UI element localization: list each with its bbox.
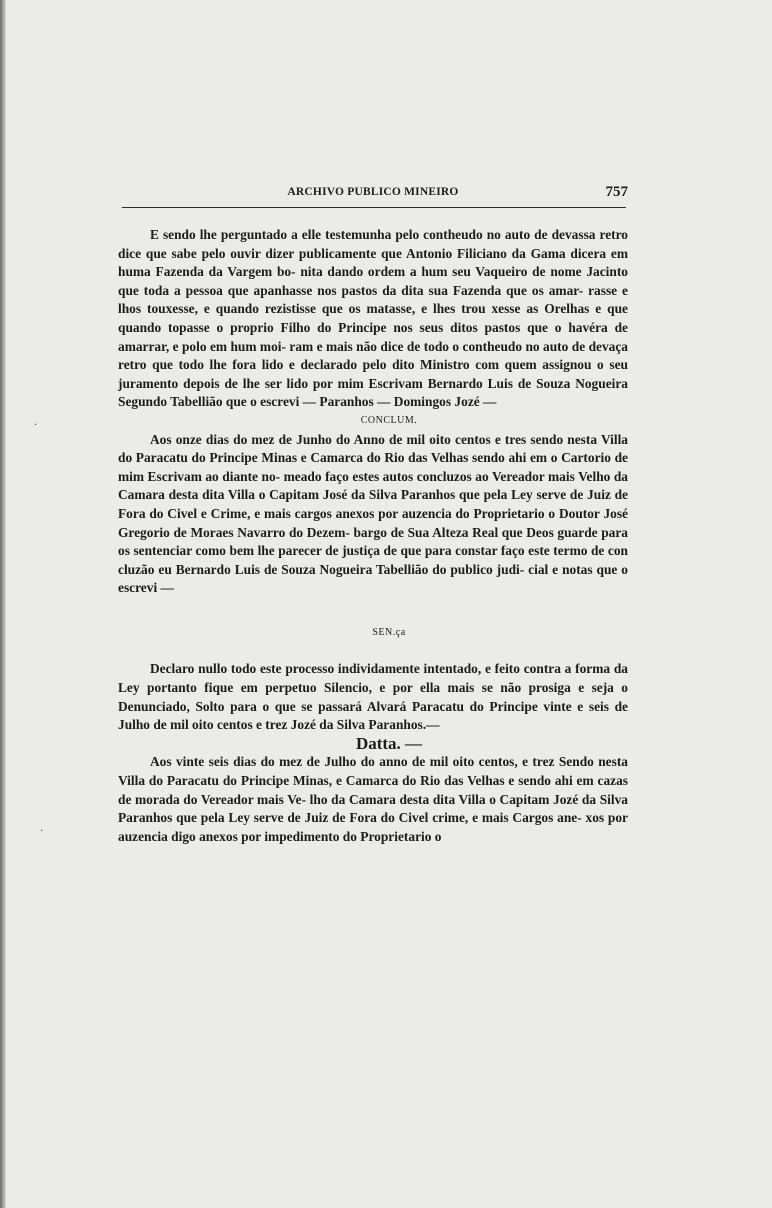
- margin-tick: ·: [34, 420, 38, 431]
- margin-tick: ·: [40, 826, 44, 837]
- conclusion-paragraph: Aos onze dias do mez de Junho do Anno de mil oito centos e tres sendo nesta Villa do Paracatu do Principe Minas e Camarca do Rio das Velhas sendo ahi em o Cartorio de mim Escrivam ao diante no- meado faço estes autos concluzos ao Vereador mais Velho da Camara desta dita Villa o Capitam José da Silva Paranhos que pela Ley serve de Juiz de Fora do Civel e Crime, e mais cargos anexos por auzencia do Proprietario o Doutor José Gregorio de Moraes Navarro do Dezem- bargo de Sua Alteza Real que Deos guarde para os sentenciar como bem lhe parecer de justiça de que para constar faço este termo de con cluzão eu Bernardo Luis de Souza Nogueira Tabellião do publico judi- cial e notas que o escrevi —: [118, 431, 628, 596]
- page-edge-shadow: [0, 0, 6, 1208]
- page-header: [118, 186, 628, 208]
- conclusion-heading: CONCLUM.: [360, 414, 418, 426]
- page-number: 757: [605, 184, 628, 200]
- testimony-paragraph: E sendo lhe perguntado a elle testemunha pelo contheudo no auto de devassa retro dice que sabe pelo ouvir dizer publicamente que Antonio Filiciano da Gama dicera em huma Fazenda da Vargem bo- nita dando ordem a hum seu Vaqueiro de nome Jacinto que toda a pessoa que apanhasse nos pastos da dita sua Fazenda que os amar- rasse e lhos touxesse, e quando rezistisse que os matasse, e lhes trou xesse as Orelhas e que quando topasse o proprio Filho do Principe nos seus ditos pastos que o havéra de amarrar, e polo em hum moi- ram e mais não dice de todo o contheudo no auto de devaça retro que todo lhe fora lido e declarado pelo dito Ministro com quem assignou o seu juramento depois de lhe ser lido por mim Escrivam Bernardo Luis de Souza Nogueira Segundo Tabellião que o escrevi — Paranhos — Domingos Jozé —: [118, 227, 628, 410]
- document-body: [118, 226, 628, 846]
- datta-paragraph: Aos vinte seis dias do mez de Julho do anno de mil oito centos, e trez Sendo nesta Villa do Paracatu do Principe Minas, e Camarca do Rio das Velhas e sendo ahi em cazas de morada do Vereador mais Ve- lho da Camara desta dita Villa o Capitam Jozé da Silva Paranhos que pela Ley serve de Juiz de Fora do Civel crime, e mais Cargos ane- xos por auzencia digo anexos por impedimento do Proprietario o: [118, 754, 628, 844]
- running-head: ARCHIVO PUBLICO MINEIRO: [287, 186, 459, 198]
- header-rule: [122, 207, 626, 208]
- datta-heading: Datta. —: [355, 733, 423, 753]
- sentence-paragraph: Declaro nullo todo este processo individamente intentado, e feito contra a forma da Ley portanto fique em perpetuo Silencio, e por ella mais se não prosiga e seja o Denunciado, Solto para o que se passará Alvará Paracatu do Principe vinte e seis de Julho de mil oito centos e trez Jozé da Silva Paranhos.—: [118, 661, 628, 733]
- sentence-heading: SEN.ça: [372, 626, 406, 638]
